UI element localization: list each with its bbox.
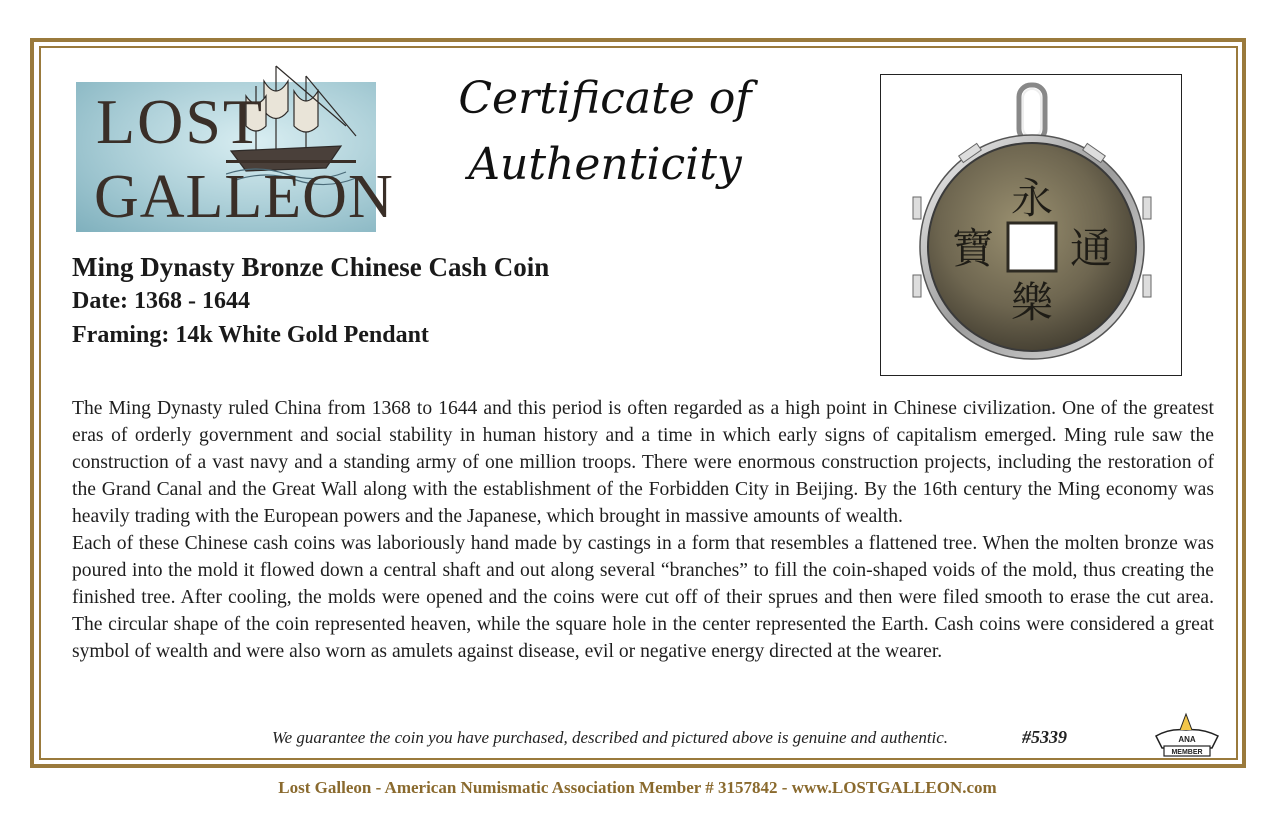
certificate-number: #5339 (1022, 727, 1067, 747)
badge-bottom-text: MEMBER (1171, 749, 1203, 756)
ana-member-badge-icon (1150, 708, 1224, 758)
coin-character-right: 通 (1069, 224, 1113, 273)
description-paragraph-1: The Ming Dynasty ruled China from 1368 to 1644 and this period is often regarded as a high point in Chinese civilization. One of the greatest eras of orderly government and social stability in human history and a time in which early signs of capitalism emerged. Ming rule saw the construction of a vast navy and a standing army of one million troops. There were enormous construction projects, including the restoration of the Grand Canal and the Great Wall along with the establishment of the Forbidden City in Beijing. By the 16th century the Ming economy was heavily trading with the European powers and the Japanese, which brought in massive amounts of wealth. (72, 398, 1214, 527)
lost-galleon-logo (76, 82, 394, 232)
coin-pendant-icon (881, 75, 1181, 375)
coin-character-bottom: 樂 (1010, 278, 1054, 327)
item-name: Ming Dynasty Bronze Chinese Cash Coin (72, 252, 550, 282)
title-line-1: Certificate of (458, 73, 752, 124)
badge-top-text: ANA (1178, 735, 1196, 744)
guarantee-statement: We guarantee the coin you have purchased, described and pictured above is genuine and authentic. (272, 728, 949, 747)
logo-lost-text: LOST (96, 86, 264, 157)
certificate-title (440, 66, 770, 198)
item-framing: Framing: 14k White Gold Pendant (72, 322, 429, 348)
title-line-2: Authenticity (468, 139, 742, 190)
description-paragraph-2: Each of these Chinese cash coins was laboriously hand made by castings in a form that resembles a flattened tree. When the molten bronze was poured into the mold it flowed down a central shaft and out along several “branches” to fill the coin-shaped voids of the mold, thus creating the finished tree. After cooling, the molds were opened and the coins were cut off of their sprues and then were filed smooth to erase the cut area. The circular shape of the coin represented heaven, while the square hole in the center represented the Earth. Cash coins were considered a great symbol of wealth and were also worn as amulets against disease, evil or negative energy directed at the wearer. (72, 533, 1214, 662)
coin-pendant-image (880, 74, 1182, 376)
coin-character-left: 寶 (951, 224, 995, 273)
logo-galleon-text: GALLEON (94, 163, 394, 231)
coin-character-top: 永 (1010, 174, 1054, 223)
item-date: Date: 1368 - 1644 (72, 288, 250, 314)
footer-membership-line: Lost Galleon - American Numismatic Association Member # 3157842 - www.LOSTGALLEON.com (278, 778, 997, 797)
description-text (72, 395, 1214, 665)
